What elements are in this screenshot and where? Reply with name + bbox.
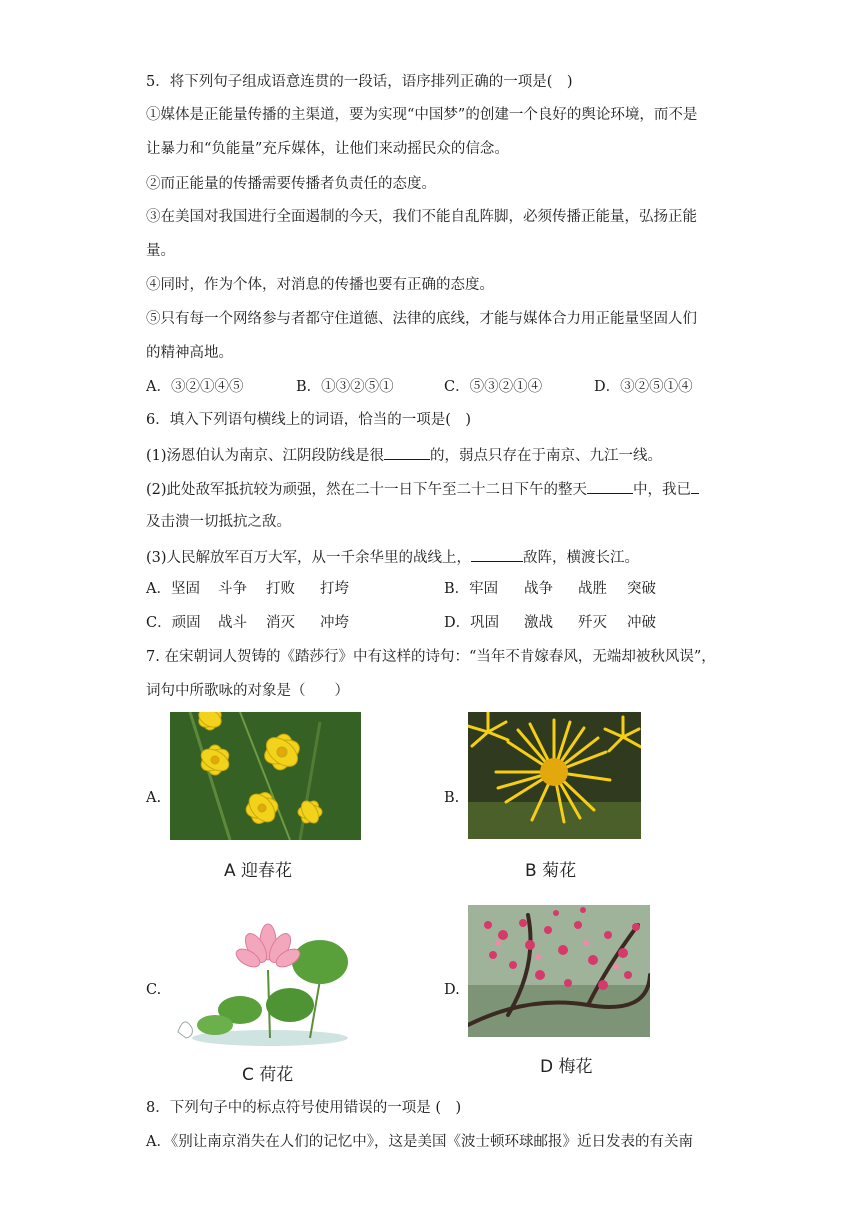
q6-line-1-end: 的，弱点只存在于南京、九江一线。 — [430, 448, 663, 464]
q8-option-a: A．《别让南京消失在人们的记忆中》，这是美国《波士顿环球邮报》近日发表的有关南 — [146, 1134, 693, 1150]
q5-option-b: B．①③②⑤① — [296, 379, 394, 395]
q6-option-d-1: D．巩固 — [444, 615, 500, 631]
q6-line-1 — [146, 444, 662, 466]
answer-blank — [587, 478, 633, 494]
q6-line-2-start: (2)此处敌军抵抗较为顽强，然在二十一日下午至二十二日下午的整天 — [146, 482, 588, 498]
q6-line-3-start: (3)人民解放军百万大军，从一千余华里的战线上， — [146, 550, 472, 566]
answer-blank — [471, 546, 523, 562]
q6-line-2 — [146, 478, 699, 500]
q6-option-b-3: 战胜 — [578, 581, 607, 597]
q6-option-a-1: A．坚固 — [146, 581, 200, 597]
q5-option-c: C．⑤③②①④ — [444, 379, 543, 395]
q5-sentence-2: ②而正能量的传播需要传播者负责任的态度。 — [146, 176, 436, 192]
winter-jasmine-image — [170, 712, 361, 840]
q5-stem: 5．将下列句子组成语意连贯的一段话，语序排列正确的一项是( ) — [146, 74, 573, 90]
q7-stem-b: 词句中所歌咏的对象是（ ） — [146, 683, 349, 699]
q5-sentence-1a: ①媒体是正能量传播的主渠道，要为实现“中国梦”的创建一个良好的舆论环境，而不是 — [146, 107, 698, 123]
q6-stem: 6．填入下列语句横线上的词语，恰当的一项是( ) — [146, 412, 472, 428]
q6-line-2c: 及击溃一切抵抗之敌。 — [146, 514, 291, 530]
q6-option-d-3: 歼灭 — [578, 615, 607, 631]
q7-choice-b-caption: B 菊花 — [525, 861, 577, 881]
q7-stem-a: 7. 在宋朝词人贺铸的《踏莎行》中有这样的诗句：“当年不肯嫁春风，无端却被秋风误”， — [146, 649, 716, 665]
q6-option-b-1: B．牢固 — [444, 581, 499, 597]
q5-sentence-4: ④同时，作为个体，对消息的传播也要有正确的态度。 — [146, 277, 494, 293]
q5-option-a: A．③②①④⑤ — [146, 379, 244, 395]
q6-option-a-2: 斗争 — [218, 581, 247, 597]
q5-option-d: D．③②⑤①④ — [594, 379, 693, 395]
q7-choice-a-letter: A. — [146, 790, 162, 806]
q7-choice-c-letter: C. — [146, 982, 162, 998]
q6-option-c-2: 战斗 — [218, 615, 247, 631]
q6-option-c-4: 冲垮 — [320, 615, 349, 631]
q8-stem: 8．下列句子中的标点符号使用错误的一项是 ( ) — [146, 1100, 462, 1116]
q6-option-d-4: 冲破 — [627, 615, 656, 631]
answer-blank — [691, 478, 699, 494]
q7-choice-d-caption: D 梅花 — [540, 1057, 593, 1077]
chrysanthemum-image — [468, 712, 641, 839]
q6-line-3 — [146, 546, 639, 568]
q5-sentence-1b: 让暴力和“负能量”充斥媒体，让他们来动摇民众的信念。 — [146, 141, 509, 157]
q6-option-a-3: 打败 — [266, 581, 295, 597]
q5-sentence-5a: ⑤只有每一个网络参与者都守住道德、法律的底线，才能与媒体合力用正能量坚固人们 — [146, 311, 697, 327]
q5-sentence-3a: ③在美国对我国进行全面遏制的今天，我们不能自乱阵脚，必须传播正能量，弘扬正能 — [146, 209, 697, 225]
q6-option-d-2: 激战 — [524, 615, 553, 631]
q6-line-2-mid: 中，我已 — [633, 482, 692, 498]
plum-blossom-image — [468, 905, 650, 1037]
q6-option-a-4: 打垮 — [320, 581, 349, 597]
q7-choice-d-letter: D. — [444, 982, 460, 998]
q7-choice-a-caption: A 迎春花 — [224, 861, 293, 881]
q5-sentence-5b: 的精神高地。 — [146, 345, 233, 361]
q5-sentence-3b: 量。 — [146, 243, 175, 259]
q6-line-1-start: (1)汤恩伯认为南京、江阴段防线是很 — [146, 448, 385, 464]
answer-blank — [384, 444, 430, 460]
q6-option-b-2: 战争 — [524, 581, 553, 597]
q6-line-3-end: 敌阵，横渡长江。 — [523, 550, 640, 566]
q6-option-c-3: 消灭 — [266, 615, 295, 631]
lotus-image — [170, 920, 348, 1048]
q6-option-b-4: 突破 — [627, 581, 656, 597]
q6-option-c-1: C．顽固 — [146, 615, 201, 631]
q7-choice-c-caption: C 荷花 — [242, 1065, 294, 1085]
q7-choice-b-letter: B. — [444, 790, 460, 806]
